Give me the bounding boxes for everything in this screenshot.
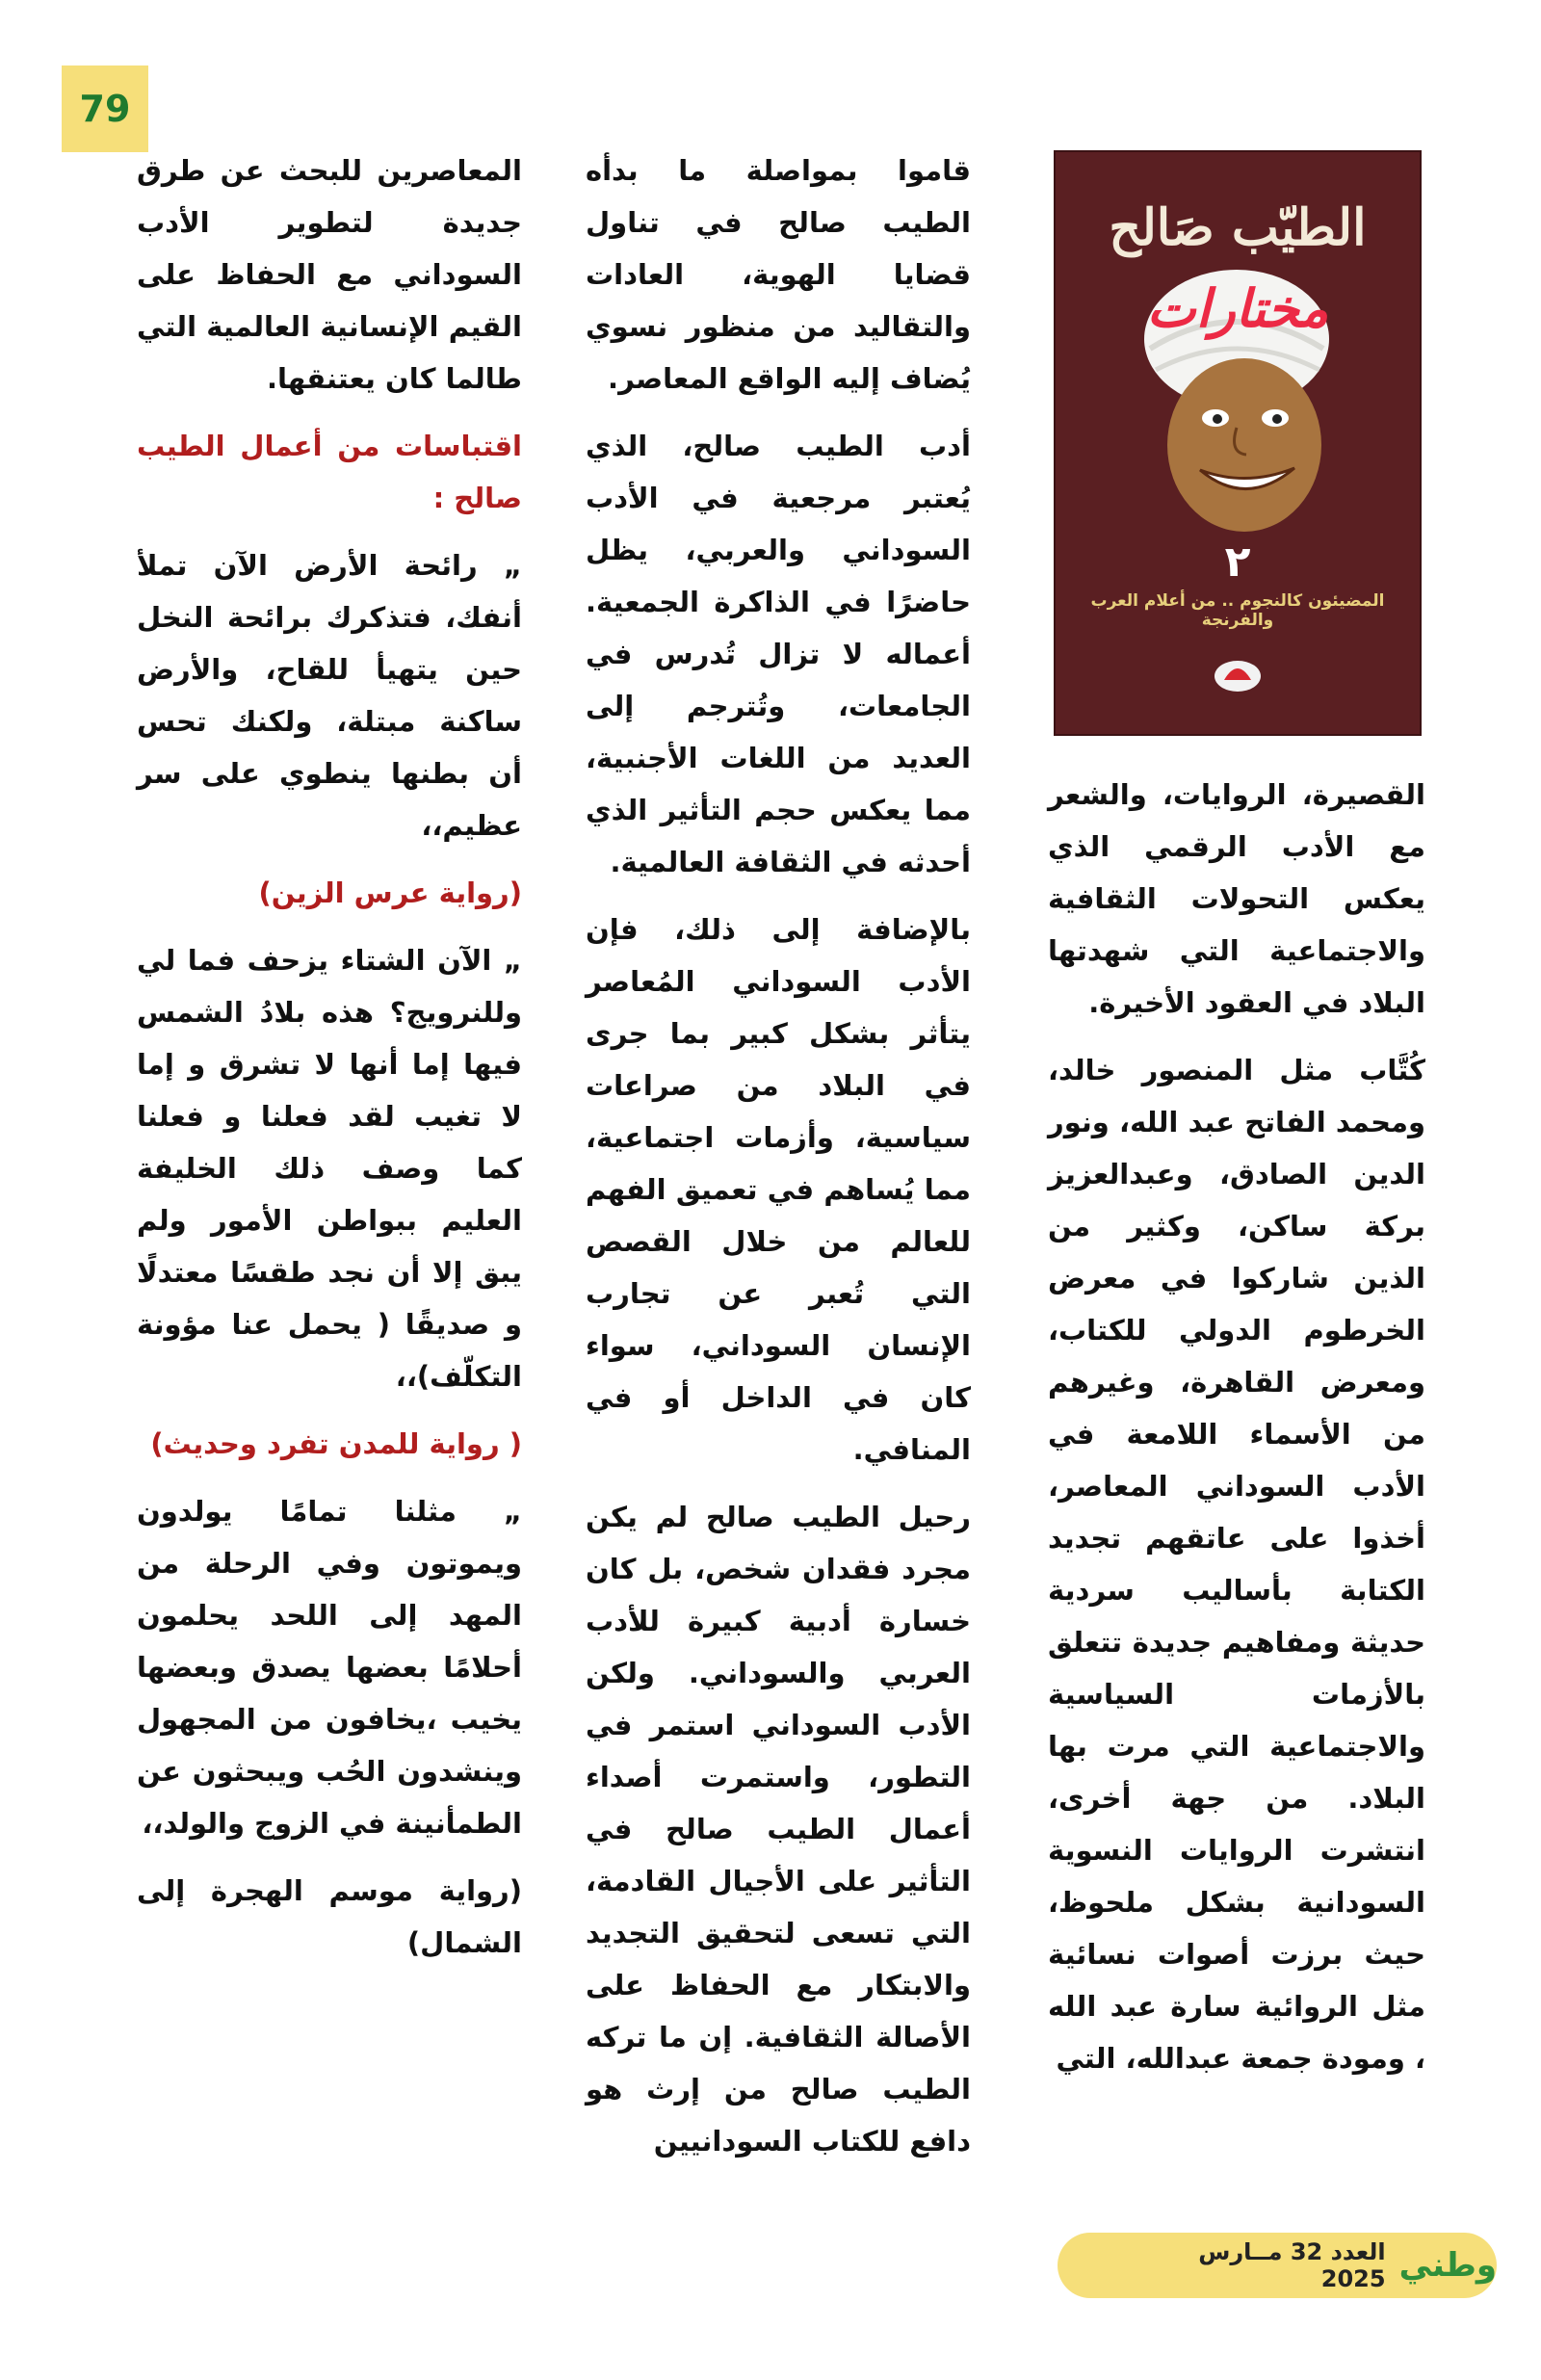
- page-number: 79: [62, 65, 148, 152]
- paragraph: أدب الطيب صالح، الذي يُعتبر مرجعية في الأدب السوداني والعربي، يظل حاضرًا في الذاكرة الجمعية. أعماله لا تزال تُدرس في الجامعات، وتُترجم إلى العديد من اللغات الأجنبية، مما يعكس حجم التأثير الذي أحدثه في الثقافة العالمية.: [586, 430, 971, 878]
- article-column-left: [137, 144, 522, 1984]
- footer-banner: [1058, 2233, 1497, 2298]
- cover-subtitle: المضيئون كالنجوم .. من أعلام العرب والفرنجة: [1090, 591, 1385, 630]
- quote-source: ( رواية للمدن تفرد وحديث): [150, 1427, 522, 1460]
- quote: „ رائحة الأرض الآن تملأ أنفك، فتذكرك برائحة النخل حين يتهيأ للقاح، والأرض ساكنة مبتلة، ولكنك تحس أن بطنها ينطوي على سر عظيم،،: [137, 549, 522, 842]
- book-cover: [1054, 150, 1422, 736]
- section-heading: اقتباسات من أعمال الطيب صالح :: [137, 430, 522, 514]
- quote-source: (رواية عرس الزين): [258, 876, 522, 909]
- face-icon: [1167, 358, 1321, 532]
- paragraph: قاموا بمواصلة ما بدأه الطيب صالح في تناول قضايا الهوية، العادات والتقاليد من منظور نسوي يُضاف إليه الواقع المعاصر.: [586, 154, 971, 395]
- cover-series-title: مختارات: [1146, 277, 1329, 339]
- paragraph: رحيل الطيب صالح لم يكن مجرد فقدان شخص، بل كان خسارة أدبية كبيرة للأدب العربي والسوداني. ولكن الأدب السوداني استمر في التطور، واستمرت أصداء أعمال الطيب صالح في التأثير على الأجيال القادمة، التي تسعى لتحقيق التجديد والابتكار مع الحفاظ على الأصالة الثقافية. إن ما تركه الطيب صالح من إرث هو دافع للكتاب السودانيين: [586, 1501, 971, 2158]
- cover-volume: ٢: [1224, 537, 1251, 587]
- paragraph: كُتَّاب مثل المنصور خالد، ومحمد الفاتح عبد الله، ونور الدين الصادق، وعبدالعزيز بركة ساكن، وكثير من الذين شاركوا في معرض الخرطوم الدولي للكتاب، ومعرض القاهرة، وغيرهم من الأسماء اللامعة في الأدب السوداني المعاصر، أخذوا على عاتقهم تجديد الكتابة بأساليب سردية حديثة ومفاهيم جديدة تتعلق بالأزمات السياسية والاجتماعية التي مرت بها البلاد. من جهة أخرى، انتشرت الروايات النسوية السودانية بشكل ملحوظ، حيث برزت أصوات نسائية مثل الروائية سارة عبد الله ، ومودة جمعة عبدالله، التي: [1048, 1054, 1425, 2075]
- magazine-brand: وطني: [1398, 2246, 1497, 2285]
- article-column-right: [1048, 769, 1425, 2100]
- quote-source: (رواية موسم الهجرة إلى الشمال): [137, 1874, 522, 1959]
- paragraph: بالإضافة إلى ذلك، فإن الأدب السوداني المُعاصر يتأثر بشكل كبير بما جرى في البلاد من صراعات سياسية، وأزمات اجتماعية، مما يُساهم في تعميق الفهم للعالم من خلال القصص التي تُعبر عن تجارب الإنسان السوداني، سواء كان في الداخل أو في المنافي.: [586, 913, 971, 1466]
- issue-info: العدد 32 مــارس 2025: [1198, 2238, 1386, 2292]
- paragraph: القصيرة، الروايات، والشعر مع الأدب الرقمي الذي يعكس التحولات الثقافية والاجتماعية التي شهدتها البلاد في العقود الأخيرة.: [1048, 778, 1425, 1019]
- article-column-middle: [586, 144, 971, 2183]
- paragraph: المعاصرين للبحث عن طرق جديدة لتطوير الأدب السوداني مع الحفاظ على القيم الإنسانية العالمية التي طالما كان يعتنقها.: [137, 154, 522, 395]
- publisher-logo-icon: [1211, 651, 1265, 695]
- quote: „ مثلنا تمامًا يولدون ويموتون وفي الرحلة من المهد إلى اللحد يحلمون أحلامًا بعضها يصدق وبعضها يخيب ،يخافون من المجهول وينشدون الحُب ويبحثون عن الطمأنينة في الزوج والولد،،: [137, 1495, 522, 1840]
- cover-author: الطيّب صَالح: [1109, 198, 1367, 257]
- quote: „ الآن الشتاء يزحف فما لي وللنرويج؟ هذه بلادُ الشمس فيها إما أنها لا تشرق و إما لا تغيب لقد فعلنا و فعلنا كما وصف ذلك الخليفة العليم ببواطن الأمور ولم يبق إلا أن نجد طقسًا معتدلًا و صديقًا ( يحمل عنا مؤونة التكلّف)،،: [137, 944, 522, 1393]
